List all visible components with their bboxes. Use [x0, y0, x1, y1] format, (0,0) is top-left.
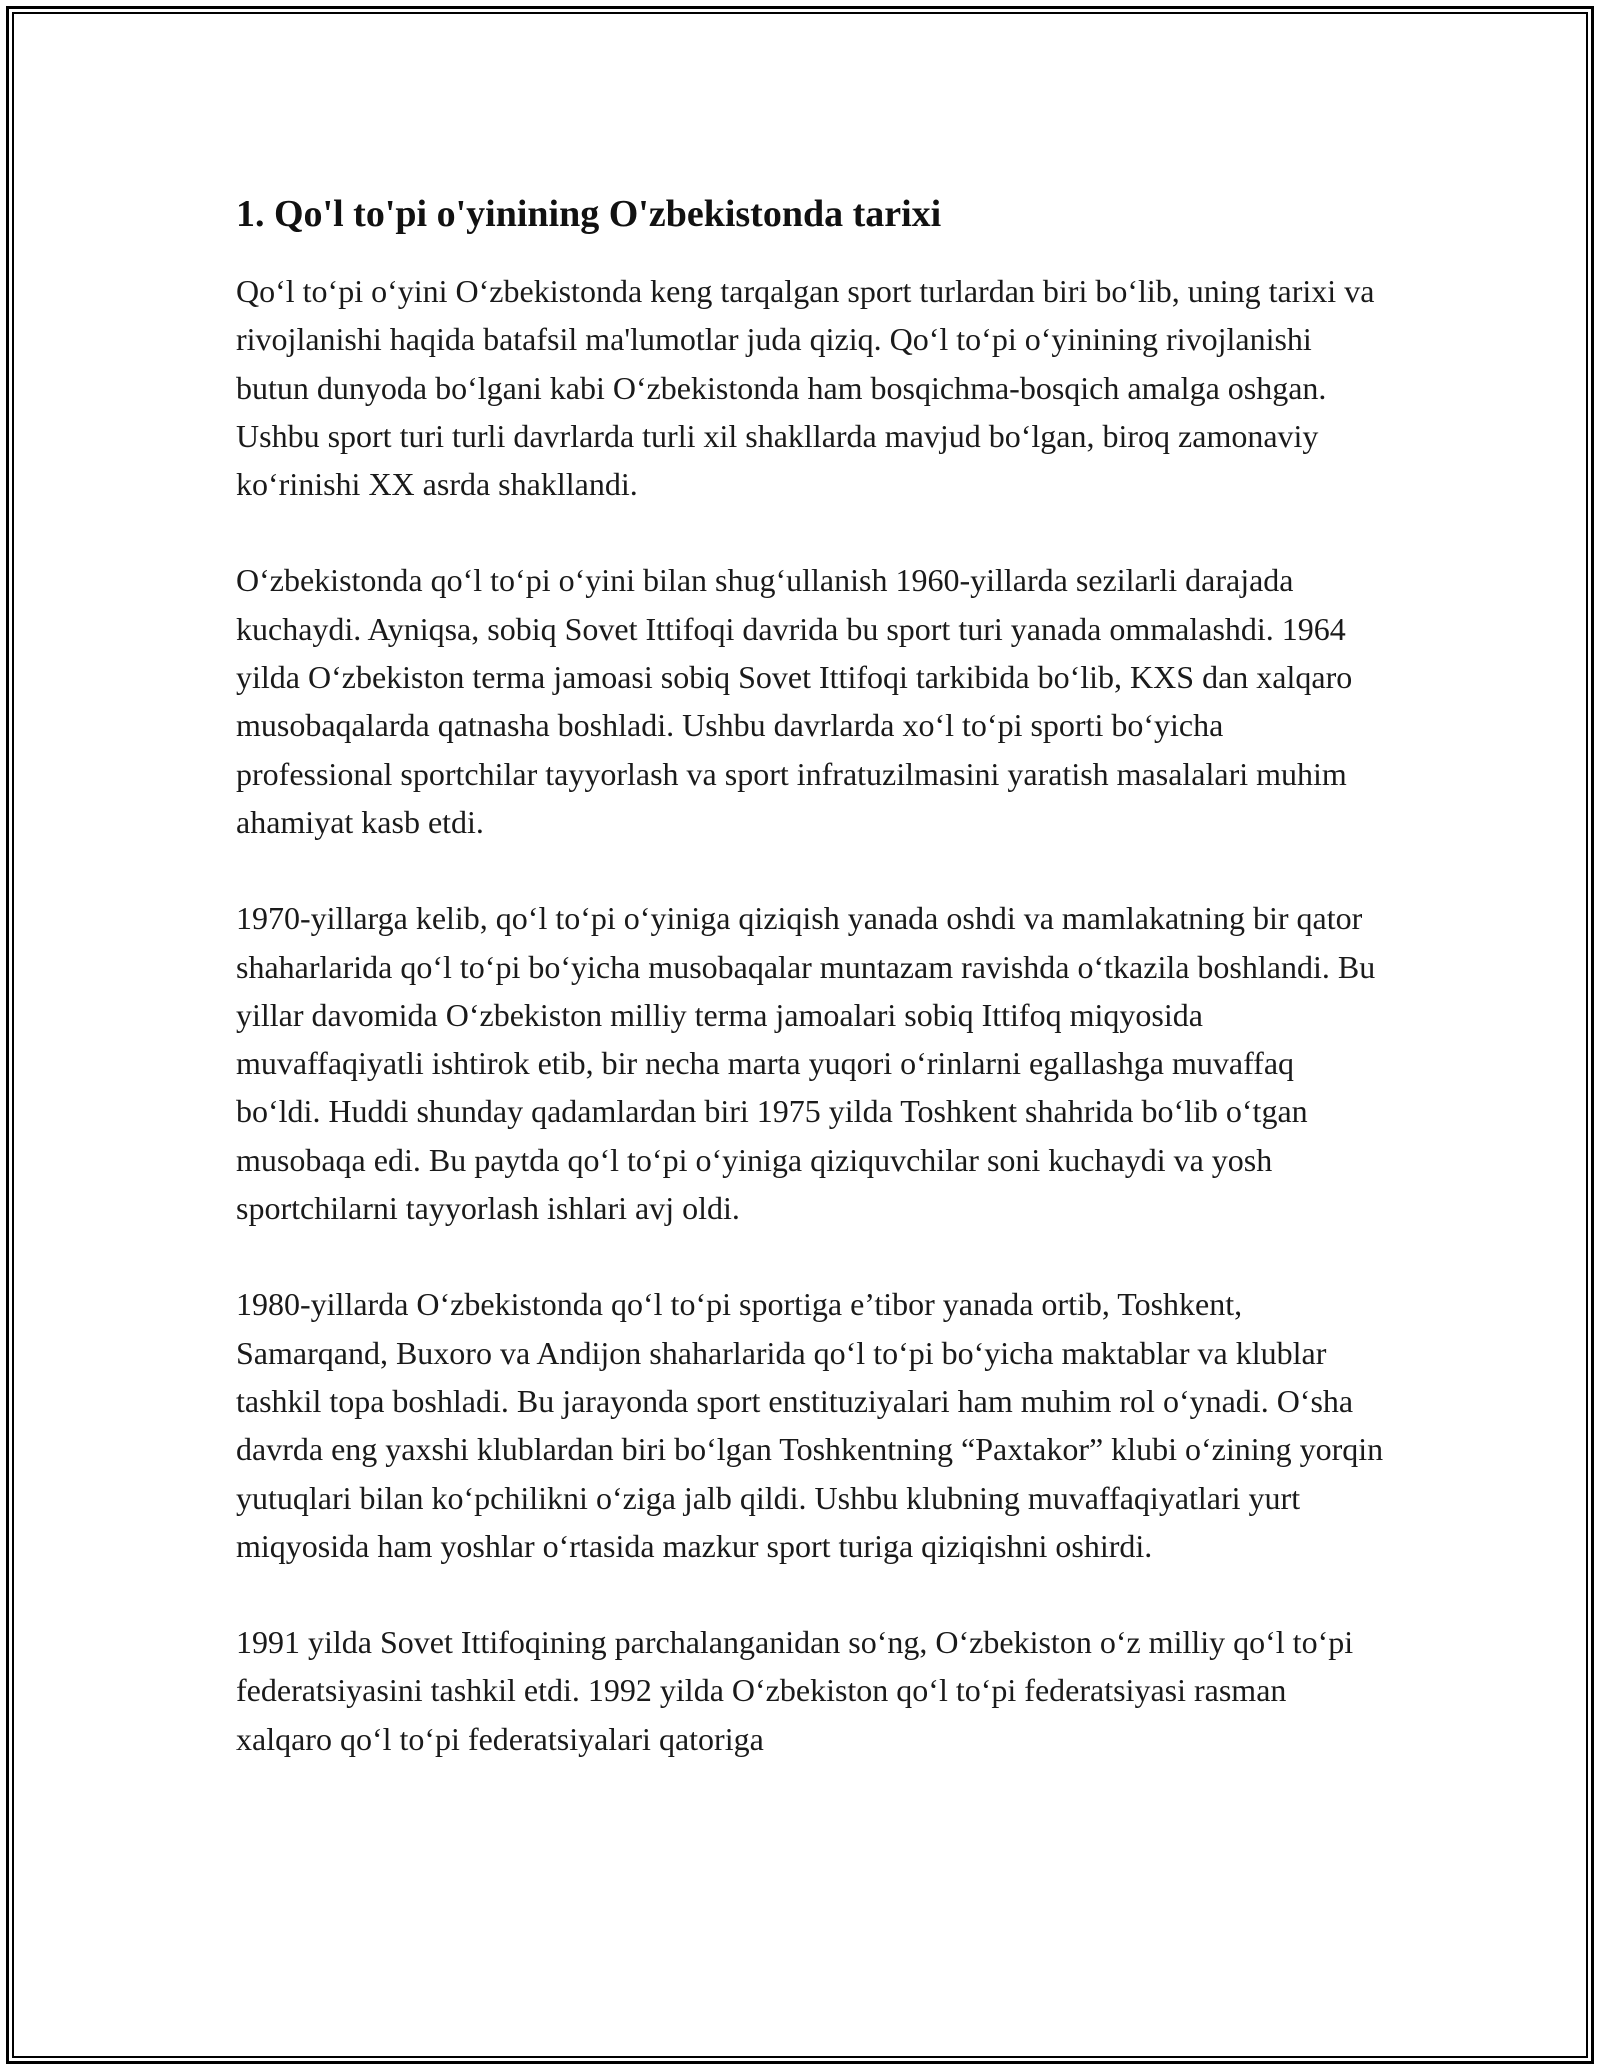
- section-heading: 1. Qo'l to'pi o'yinining O'zbekistonda tarixi: [236, 193, 942, 235]
- paragraph-5: 1991 yilda Sovet Ittifoqining parchalanganidan so‘ng, O‘zbekiston o‘z milliy qo‘l to‘pi federatsiyasini tashkil etdi. 1992 yilda O‘zbekiston qo‘l to‘pi federatsiyasi rasman xalqaro qo‘l to‘pi federatsiyalari qatoriga: [236, 1624, 1354, 1757]
- paragraph-3: 1970-yillarga kelib, qo‘l to‘pi o‘yiniga qiziqish yanada oshdi va mamlakatning bir qator shaharlarida qo‘l to‘pi bo‘yicha musobaqalar muntazam ravishda o‘tkazila boshlandi. Bu yillar davomida O‘zbekiston milliy terma jamoalari sobiq Ittifoq miqyosida muvaffaqiyatli ishtirok etib, bir necha marta yuqori o‘rinlarni egallashga muvaffaq bo‘ldi. Huddi shunday qadamlardan biri 1975 yilda Toshkent shahrida bo‘lib o‘tgan musobaqa edi. Bu paytda qo‘l to‘pi o‘yiniga qiziquvchilar soni kuchaydi va yosh sportchilarni tayyorlash ishlari avj oldi.: [236, 900, 1376, 1227]
- document-body: [236, 186, 1386, 1811]
- paragraph-1: Qo‘l to‘pi o‘yini O‘zbekistonda keng tarqalgan sport turlardan biri bo‘lib, uning tarixi va rivojlanishi haqida batafsil ma'lumotlar juda qiziq. Qo‘l to‘pi o‘yinining rivojlanishi butun dunyoda bo‘lgani kabi O‘zbekistonda ham bosqichma-bosqich amalga oshgan. Ushbu sport turi turli davrlarda turli xil shakllarda mavjud bo‘lgan, biroq zamonaviy ko‘rinishi XX asrda shakllandi.: [236, 273, 1375, 503]
- paragraph-4: 1980-yillarda O‘zbekistonda qo‘l to‘pi sportiga e’tibor yanada ortib, Toshkent, Samarqand, Buxoro va Andijon shaharlarida qo‘l to‘pi bo‘yicha maktablar va klublar tashkil topa boshladi. Bu jarayonda sport enstituziyalari ham muhim rol o‘ynadi. O‘sha davrda eng yaxshi klublardan biri bo‘lgan Toshkentning “Paxtakor” klubi o‘zining yorqin yutuqlari bilan ko‘pchilikni o‘ziga jalb qildi. Ushbu klubning muvaffaqiyatlari yurt miqyosida ham yoshlar o‘rtasida mazkur sport turiga qiziqishni oshirdi.: [236, 1286, 1384, 1564]
- paragraph-2: O‘zbekistonda qo‘l to‘pi o‘yini bilan shug‘ullanish 1960-yillarda sezilarli darajada kuchaydi. Ayniqsa, sobiq Sovet Ittifoqi davrida bu sport turi yanada ommalashdi. 1964 yilda O‘zbekiston terma jamoasi sobiq Sovet Ittifoqi tarkibida bo‘lib, KXS dan xalqaro musobaqalarda qatnasha boshladi. Ushbu davrlarda xo‘l to‘pi sporti bo‘yicha professional sportchilar tayyorlash va sport infratuzilmasini yaratish masalalari muhim ahamiyat kasb etdi.: [236, 562, 1353, 840]
